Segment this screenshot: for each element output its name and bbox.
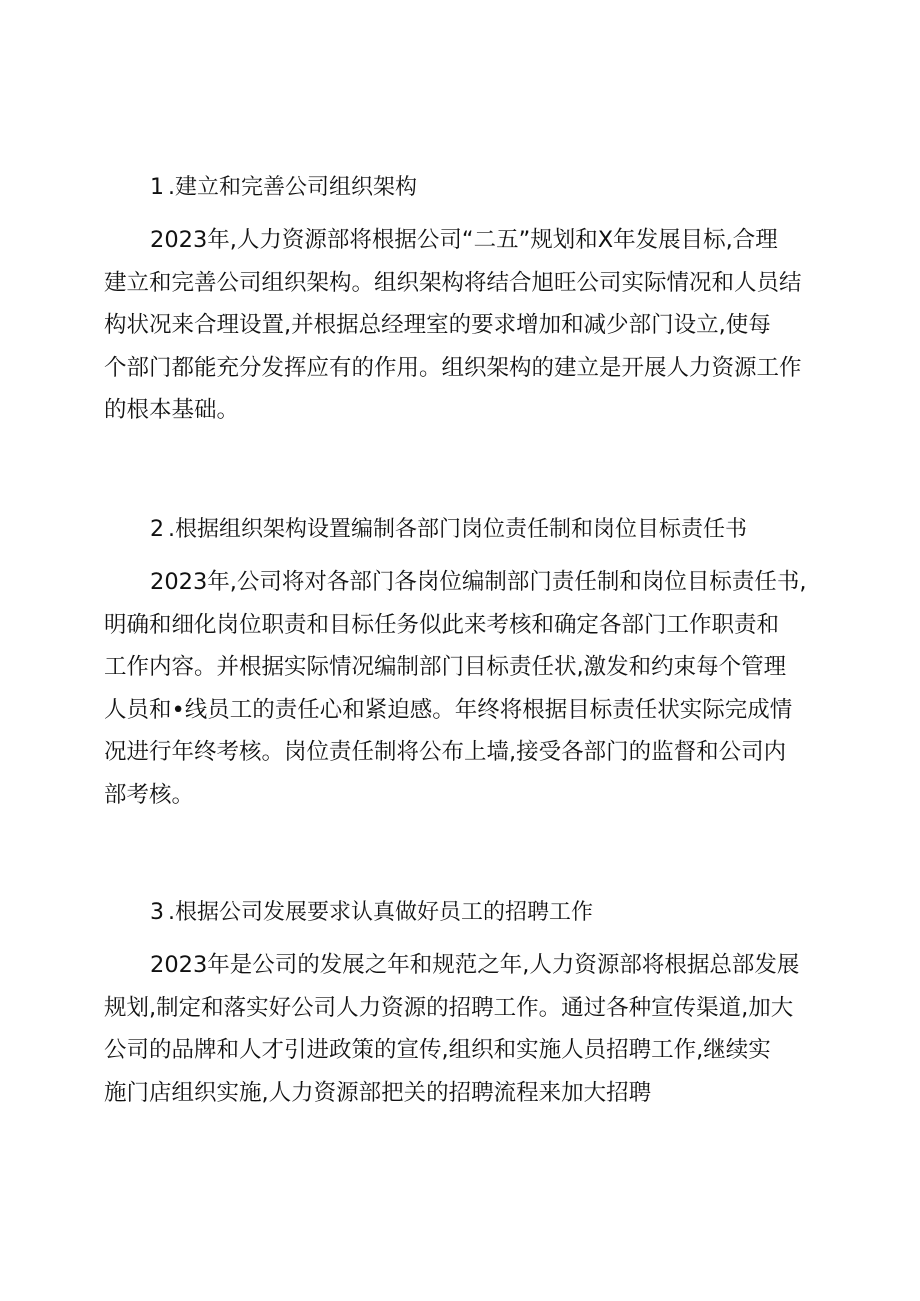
section-heading xyxy=(104,510,822,550)
paragraph-line: 部考核。 xyxy=(104,781,195,808)
paragraph-line: 况进行年终考核。岗位责任制将公布上墙,接受各部门的监督和公司内 xyxy=(104,739,787,765)
section-2 xyxy=(104,510,822,816)
section-title: .根据组织架构设置编制各部门岗位责任制和岗位目标责任书 xyxy=(168,517,747,542)
paragraph-line: 规划,制定和落实好公司人力资源的招聘工作。通过各种宣传渠道,加大 xyxy=(104,994,794,1021)
section-number: 1 xyxy=(150,175,168,200)
section-paragraph xyxy=(104,944,822,1114)
paragraph-line: 2023年,人力资源部将根据公司“二五”规划和X年发展目标,合理 xyxy=(150,227,778,253)
section-heading xyxy=(104,168,822,208)
paragraph-line: 施门店组织实施,人力资源部把关的招聘流程来加大招聘 xyxy=(104,1079,652,1106)
section-number: 3 xyxy=(150,900,168,925)
paragraph-line: 2023年是公司的发展之年和规范之年,人力资源部将根据总部发展 xyxy=(150,952,800,978)
paragraph-line: 构状况来合理设置,并根据总经理室的要求增加和减少部门设立,使每 xyxy=(104,312,771,338)
paragraph-line: 建立和完善公司组织架构。组织架构将结合旭旺公司实际情况和人员结 xyxy=(104,269,802,296)
paragraph-line: 公司的品牌和人才引进政策的宣传,组织和实施人员招聘工作,继续实 xyxy=(104,1037,771,1063)
section-1 xyxy=(104,168,822,432)
paragraph-line: 明确和细化岗位职责和目标任务似此来考核和确定各部门工作职责和 xyxy=(104,611,780,638)
paragraph-line: 的根本基础。 xyxy=(104,397,240,423)
section-3 xyxy=(104,893,822,1114)
section-paragraph xyxy=(104,561,822,816)
section-paragraph xyxy=(104,219,822,432)
section-heading xyxy=(104,893,822,933)
paragraph-line: 工作内容。并根据实际情况编制部门目标责任状,激发和约束每个管理 xyxy=(104,654,787,680)
section-title: .建立和完善公司组织架构 xyxy=(168,175,417,200)
section-title: .根据公司发展要求认真做好员工的招聘工作 xyxy=(168,900,593,925)
section-number: 2 xyxy=(150,517,168,542)
paragraph-line: 人员和•线员工的责任心和紧迫感。年终将根据目标责任状实际完成情 xyxy=(104,696,793,723)
paragraph-line: 2023年,公司将对各部门各岗位编制部门责任制和岗位目标责任书, xyxy=(150,569,807,595)
paragraph-line: 个部门都能充分发挥应有的作用。组织架构的建立是开展人力资源工作 xyxy=(104,354,802,381)
